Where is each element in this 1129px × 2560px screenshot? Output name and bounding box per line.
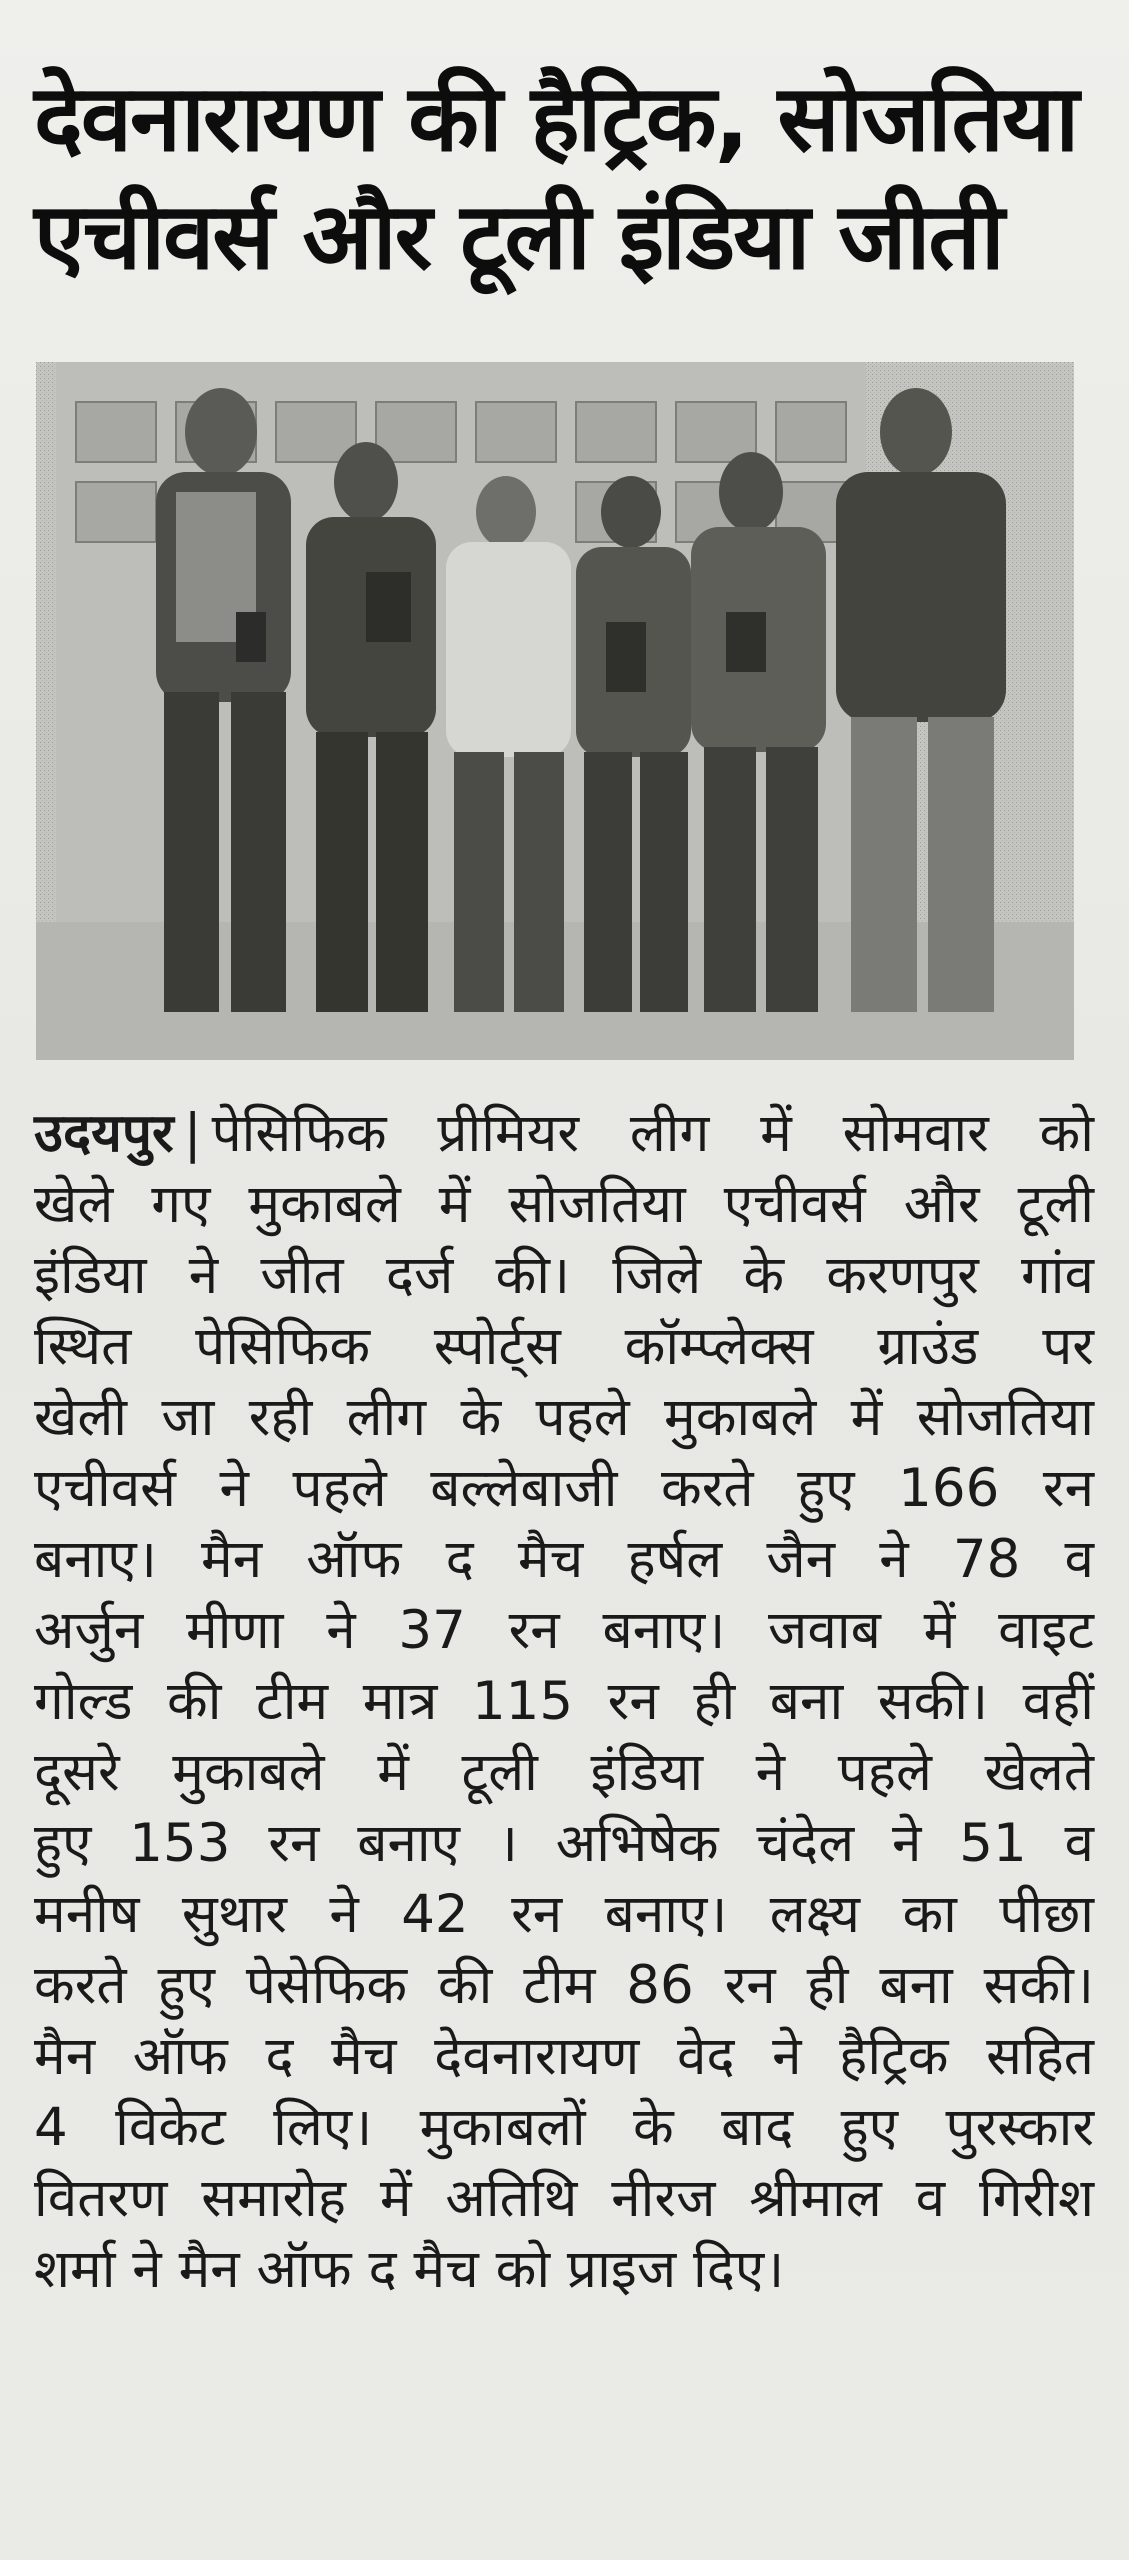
article-line: शर्मा ने मैन ऑफ द मैच को प्राइज दिए। (34, 2239, 785, 2300)
article-line: हुए 153 रन बनाए । अभिषेक चंदेल ने 51 व (34, 1813, 1094, 1874)
headline (34, 60, 1094, 296)
article-line: गोल्ड की टीम मात्र 115 रन ही बना सकी। वहीं (34, 1671, 1094, 1732)
article-line: बनाए। मैन ऑफ द मैच हर्षल जैन ने 78 व (34, 1529, 1094, 1590)
article-body (34, 1098, 1094, 2305)
article-line: खेली जा रही लीग के पहले मुकाबले में सोजतिया (34, 1387, 1094, 1448)
article-line: करते हुए पेसेफिक की टीम 86 रन ही बना सकी। (34, 1955, 1094, 2016)
article-line: खेले गए मुकाबले में सोजतिया एचीवर्स और टूली (34, 1174, 1094, 1235)
headline-line-1: देवनारायण की हैट्रिक, सोजतिया (34, 65, 1078, 172)
dateline-separator: | (183, 1103, 202, 1164)
group-photo-players-with-trophies-icon (36, 362, 1074, 1060)
article-line: दूसरे मुकाबले में टूली इंडिया ने पहले खेलते (34, 1742, 1094, 1803)
headline-line-2: एचीवर्स और टूली इंडिया जीती (34, 183, 1003, 290)
article-line (34, 1098, 1094, 1169)
article-line: अर्जुन मीणा ने 37 रन बनाए। जवाब में वाइट (34, 1600, 1094, 1661)
article-line: एचीवर्स ने पहले बल्लेबाजी करते हुए 166 रन (34, 1458, 1094, 1519)
group-photo (36, 362, 1074, 1060)
dateline: उदयपुर (34, 1103, 174, 1164)
article-line: स्थित पेसिफिक स्पोर्ट्स कॉम्प्लेक्स ग्राउंड पर (34, 1316, 1094, 1377)
article-line: मनीष सुथार ने 42 रन बनाए। लक्ष्य का पीछा (34, 1884, 1094, 1945)
article-line: 4 विकेट लिए। मुकाबलों के बाद हुए पुरस्कार (34, 2097, 1094, 2158)
article-line: इंडिया ने जीत दर्ज की। जिले के करणपुर गांव (34, 1245, 1094, 1306)
article-line: वितरण समारोह में अतिथि नीरज श्रीमाल व गिरीश (34, 2168, 1094, 2229)
article-line-text: पेसिफिक प्रीमियर लीग में सोमवार को (211, 1103, 1094, 1164)
article-line: मैन ऑफ द मैच देवनारायण वेद ने हैट्रिक सहित (34, 2026, 1094, 2087)
